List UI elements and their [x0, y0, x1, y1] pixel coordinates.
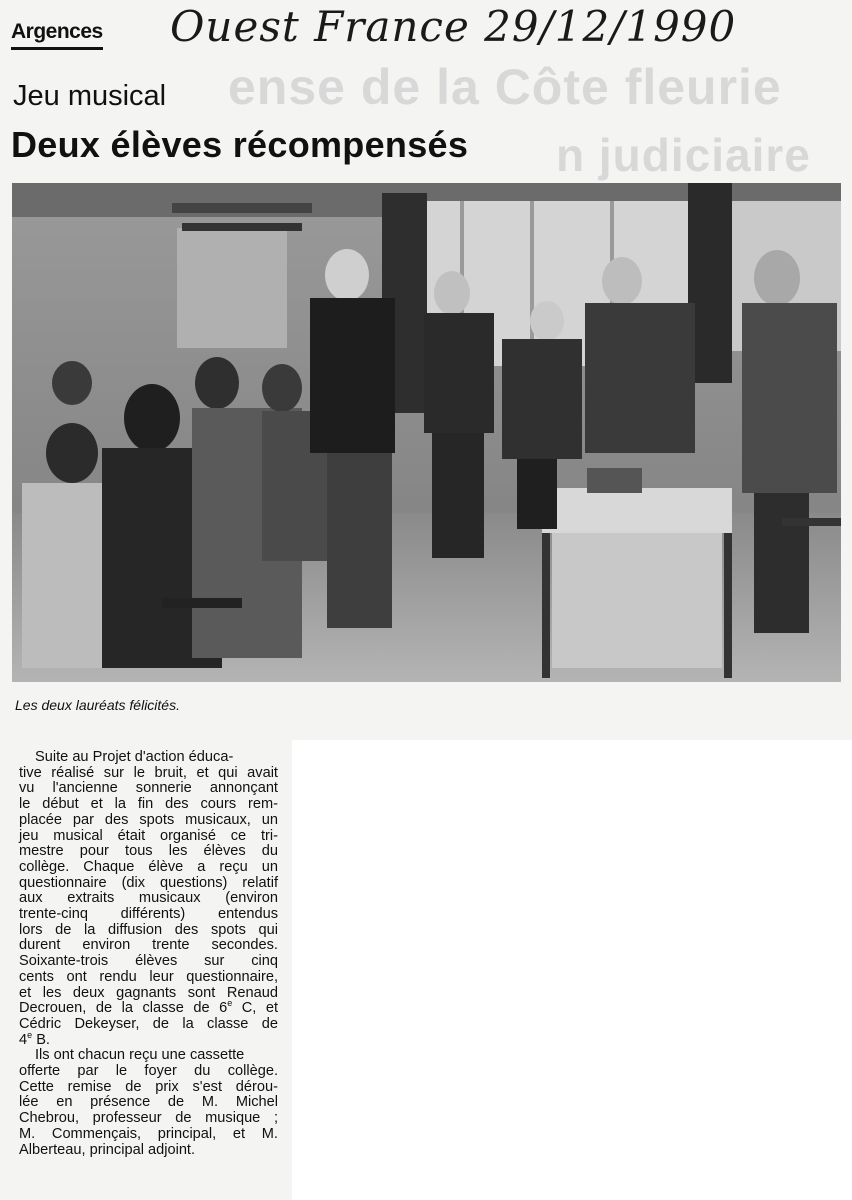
- article-line: collège. Chaque élève a reçu un: [19, 858, 278, 875]
- article-line: Decrouen, de la classe de 6e C, et: [19, 998, 279, 1017]
- article-line: le début et la fin des cours rem-: [19, 796, 278, 813]
- article-line: 4e B.: [19, 1029, 50, 1048]
- article-line: tive réalisé sur le bruit, et qui avait: [19, 764, 278, 781]
- article-line: Ils ont chacun reçu une cassette: [35, 1047, 245, 1064]
- article-line: M. Commençais, principal, et M.: [19, 1125, 278, 1142]
- article-line: offerte par le foyer du collège.: [19, 1063, 278, 1080]
- article-line: Suite au Projet d'action éduca-: [35, 749, 234, 765]
- article-line: Cette remise de prix s'est dérou-: [19, 1078, 278, 1095]
- photo-caption: Les deux lauréats félicités.: [15, 697, 180, 713]
- article-line: Soixante-trois élèves sur cinq: [19, 953, 278, 970]
- news-photo: [12, 183, 841, 682]
- article-line: Alberteau, principal adjoint.: [19, 1141, 196, 1158]
- article-line: lée en présence de M. Michel: [19, 1094, 278, 1111]
- article-line: et les deux gagnants sont Renaud: [19, 984, 278, 1001]
- article-line: Cédric Dekeyser, de la classe de: [19, 1015, 278, 1032]
- article-body: [19, 750, 278, 1158]
- handwritten-source-note: Ouest France 29/12/1990: [170, 2, 737, 51]
- article-line: vu l'ancienne sonnerie annonçant: [19, 780, 278, 797]
- article-line: trente-cinq différents) entendus: [19, 906, 278, 923]
- article-line: durent environ trente secondes.: [19, 937, 278, 954]
- article-line: mestre pour tous les élèves du: [19, 843, 278, 860]
- kicker: Jeu musical: [13, 80, 167, 112]
- section-tag: Argences: [11, 20, 103, 50]
- bleed-through-line-1: ense de la Côte fleurie: [228, 59, 782, 115]
- article-line: Chebrou, professeur de musique ;: [19, 1110, 278, 1127]
- bleed-through-line-2: n judiciaire: [556, 129, 811, 181]
- article-line: questionnaire (dix questions) relatif: [19, 874, 278, 891]
- photo-illustration: [12, 183, 841, 682]
- article-line: placée par des spots musicaux, un: [19, 811, 278, 828]
- article-line: cents ont rendu leur questionnaire,: [19, 968, 278, 985]
- article-line: aux extraits musicaux (environ: [19, 890, 278, 907]
- article-line: lors de la diffusion des spots qui: [19, 921, 278, 938]
- article-line: jeu musical était organisé ce tri-: [19, 827, 278, 844]
- headline: Deux élèves récompensés: [11, 124, 469, 165]
